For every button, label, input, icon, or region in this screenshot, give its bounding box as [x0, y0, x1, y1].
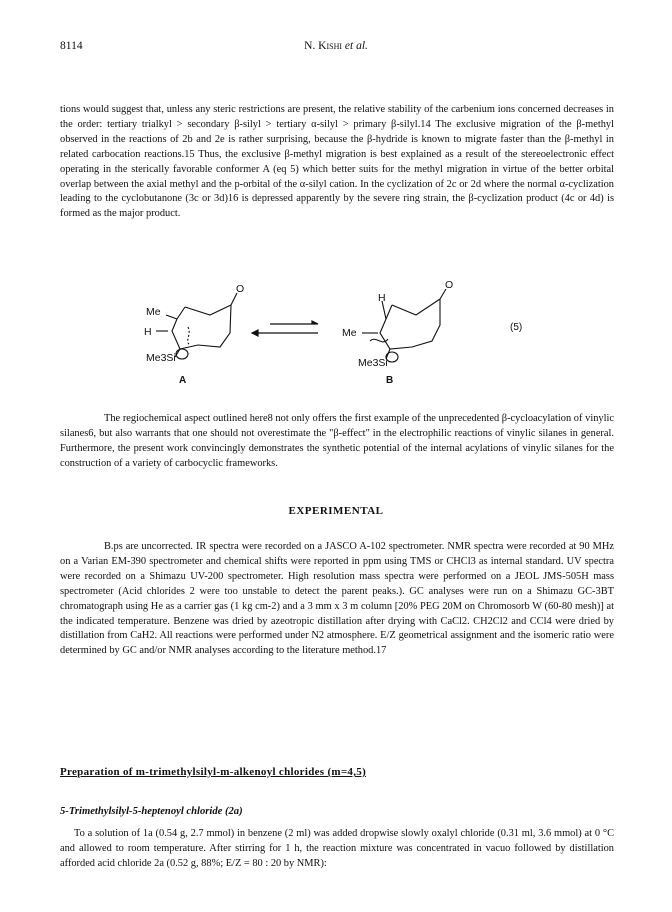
- compound-heading: 5-Trimethylsilyl-5-heptenoyl chloride (2a): [60, 806, 243, 817]
- structure-a-label: A: [179, 375, 187, 386]
- preparation-heading: Preparation of m-trimethylsilyl-m-alkenoyl chlorides (m=4,5): [60, 766, 367, 778]
- structure-b: [362, 289, 446, 362]
- intro-paragraph: tions would suggest that, unless any steric restrictions are present, the relative stability of the carbenium ions concerned decreases in the order: tertiary trialkyl > secondary β-silyl > tertiary α-silyl > primary β-silyl.14 The exclusive migration of the β-methyl observed in the reactions of 2b and 2e is rather surprising, because the β-hydride is known to migrate faster than the β-methyl in related carbocation reactions.15 Thus, the exclusive β-methyl migration is best explained as a result of the stereoelectronic effect operating in the sterically favorable conformer A (eq 5) which better suits for the methyl migration in virtue of the better orbital overlap between the axial methyl and the p-orbital of the α-silyl cation. In the cyclization of 2c or 2d where the normal α-cyclization leading to the cyclobutanone (3c or 3d)16 is depressed apparently by the severe ring strain, the β-cyclization product (4c or 4d) is formed as the major product.: [60, 104, 614, 220]
- experimental-paragraph: B.ps are uncorrected. IR spectra were recorded on a JASCO A-102 spectrometer. NMR spectra were recorded at 90 MHz on a Varian EM-390 spectrometer and chemical shifts were reported in ppm using TMS or CHCl3 as internal standard. UV spectra were recorded on a Shimazu UV-200 spectrometer. High resolution mass spectra were performed on a JEOL JMS-505H mass spectrometer (Acid chlorides 2 were too unstable to detect the parent peaks.). GC analyses were run on a Shimazu GC-3BT chromatograph using He as a carrier gas (1 kg cm-2) and a 3 mm x 3 m column [20% PEG 20M on Chromosorb W (60-80 mesh)] at the indicated temperature. Benzene was dried by azeotropic distillation after drying with CaCl2. CH2Cl2 and CCl4 were dried by distillation from CaH2. All reactions were performed under N2 atmosphere. E/Z geometrical assignment and the isomeric ratio were determined by GC and/or NMR analyses according to the literature method.17: [60, 541, 614, 657]
- structure-a-methyl: Me: [146, 306, 161, 318]
- procedure-paragraph: To a solution of 1a (0.54 g, 2.7 mmol) in benzene (2 ml) was added dropwise slowly oxalyl chloride (0.31 ml, 3.6 mmol) at 0 °C and allowed to room temperature. After stirring for 1 h, the reaction mixture was concentrated in vacuo followed by distillation afforded acid chloride 2a (0.52 g, 88%; E/Z = 80 : 20 by NMR):: [60, 828, 614, 869]
- structure-a-silyl: Me3Si: [146, 352, 176, 364]
- running-head-author: N. Kishi: [304, 40, 343, 52]
- structure-b-carbonyl-o: O: [445, 279, 454, 291]
- structure-b-hydrogen: H: [378, 292, 386, 304]
- structure-b-methyl: Me: [342, 327, 357, 339]
- reaction-scheme: [60, 275, 614, 390]
- structure-b-label: B: [386, 375, 394, 386]
- equation-number: (5): [510, 322, 523, 333]
- equilibrium-arrows: [252, 321, 318, 336]
- running-head: [0, 40, 672, 52]
- page-number: 8114: [60, 40, 83, 52]
- experimental-heading: EXPERIMENTAL: [288, 505, 384, 517]
- structure-a-hydrogen: H: [144, 326, 152, 338]
- running-head-suffix: et al.: [344, 40, 368, 52]
- scheme-drawing: [60, 275, 614, 390]
- structure-a-carbonyl-o: O: [236, 283, 245, 295]
- structure-a: [156, 293, 237, 359]
- conclusion-paragraph: The regiochemical aspect outlined here8 not only offers the first example of the unprecedented β-cycloacylation of vinylic silanes6, but also warrants that one should not overestimate the "β-effect" in the electrophilic reactions of vinylic silanes in general. Furthermore, the present work convincingly demonstrates the synthetic potential of the internal acylations of vinylic silanes for the construction of a variety of carbocyclic frameworks.: [60, 413, 614, 469]
- structure-b-silyl: Me3Si: [358, 357, 388, 369]
